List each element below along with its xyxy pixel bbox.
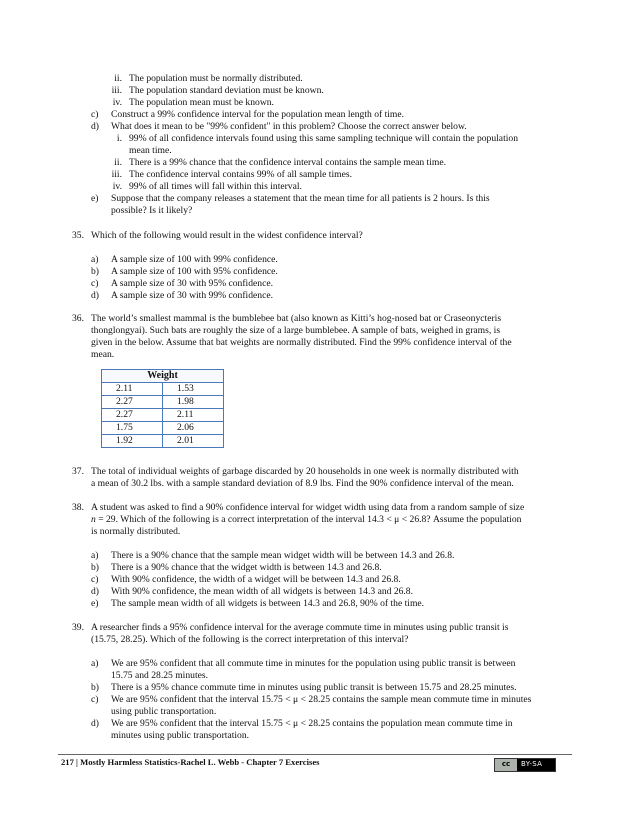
question-text: A researcher finds a 95% confidence interval for the average commute time in minutes using public transit is xyxy=(91,622,509,633)
question-text: The total of individual weights of garbage discarded by 20 households in one week is normally distributed with xyxy=(91,466,519,477)
option-text: We are 95% confident that the interval 15.75 < μ < 28.25 contains the sample mean commute time in minutes xyxy=(111,694,532,705)
table-row xyxy=(102,435,224,448)
option-text: A sample size of 30 with 99% confidence. xyxy=(111,290,273,301)
table-cell: 2.01 xyxy=(163,435,224,448)
option-label: iii. xyxy=(111,169,122,180)
question-number: 35. xyxy=(72,230,84,241)
part-c-label: c) xyxy=(91,109,99,120)
list-label: iii. xyxy=(111,85,122,96)
option-text: using public transportation. xyxy=(111,706,217,717)
variable-n: n xyxy=(91,514,96,525)
list-label: iv. xyxy=(112,97,122,108)
table-row xyxy=(102,383,224,396)
list-label: ii. xyxy=(114,73,122,84)
question-text: mean. xyxy=(91,349,115,360)
table-cell: 1.53 xyxy=(163,383,224,396)
option-text: We are 95% confident that the interval 15.75 < μ < 28.25 contains the population mean commute time in xyxy=(111,718,513,729)
option-text: 15.75 and 28.25 minutes. xyxy=(111,670,208,681)
part-d-text: What does it mean to be "99% confident" in this problem? Choose the correct answer below. xyxy=(111,121,467,132)
table-cell: 1.92 xyxy=(102,435,163,448)
option-label: b) xyxy=(91,266,99,277)
table-cell: 2.27 xyxy=(102,409,163,422)
question-number: 37. xyxy=(72,466,84,477)
table-cell: 2.06 xyxy=(163,422,224,435)
option-text: 99% of all confidence intervals found using this same sampling technique will contain the population xyxy=(129,133,518,144)
table-row xyxy=(102,422,224,435)
option-text: minutes using public transportation. xyxy=(111,730,250,741)
option-label: e) xyxy=(91,598,99,609)
option-text: With 90% confidence, the mean width of all widgets is between 14.3 and 26.8. xyxy=(111,586,414,597)
question-text: thonglongyai). Such bats are roughly the size of a large bumblebee. A sample of bats, weighed in grams, is xyxy=(91,325,501,336)
option-label: i. xyxy=(116,133,122,144)
option-label: d) xyxy=(91,586,99,597)
table-cell: 1.98 xyxy=(163,396,224,409)
question-text: (15.75, 28.25). Which of the following is the correct interpretation of this interval? xyxy=(91,634,409,645)
question-text xyxy=(91,514,521,526)
option-text: There is a 90% chance that the sample mean widget width will be between 14.3 and 26.8. xyxy=(111,550,455,561)
question-number: 39. xyxy=(72,622,84,633)
cc-icon: cc xyxy=(495,759,517,771)
table-cell: 1.75 xyxy=(102,422,163,435)
cc-license-badge[interactable] xyxy=(494,758,556,772)
question-number: 38. xyxy=(72,502,84,513)
option-label: a) xyxy=(91,550,99,561)
option-text: There is a 95% chance commute time in minutes using public transit is between 15.75 and 28.25 minutes. xyxy=(111,682,517,693)
list-text: The population mean must be known. xyxy=(129,97,274,108)
part-d-label: d) xyxy=(91,121,99,132)
option-label: a) xyxy=(91,254,99,265)
page-footer: 217 | Mostly Harmless Statistics-Rachel L. Webb - Chapter 7 Exercises xyxy=(61,757,320,767)
table-cell: 2.11 xyxy=(163,409,224,422)
question-text: given in the below. Assume that bat weights are normally distributed. Find the 99% confidence interval of the xyxy=(91,337,512,348)
option-label: d) xyxy=(91,290,99,301)
question-text: The world’s smallest mammal is the bumblebee bat (also known as Kitti’s hog-nosed bat or Craseonycteris xyxy=(91,313,502,324)
option-label: ii. xyxy=(114,157,122,168)
table-row xyxy=(102,396,224,409)
table-cell: 2.11 xyxy=(102,383,163,396)
option-text: mean time. xyxy=(129,145,172,156)
option-text: The sample mean width of all widgets is between 14.3 and 26.8, 90% of the time. xyxy=(111,598,425,609)
part-c-text: Construct a 99% confidence interval for the population mean length of time. xyxy=(111,109,405,120)
option-label: iv. xyxy=(112,181,122,192)
option-label: c) xyxy=(91,574,99,585)
option-text: The confidence interval contains 99% of all sample times. xyxy=(129,169,352,180)
question-text: Which of the following would result in the widest confidence interval? xyxy=(91,230,363,241)
option-label: d) xyxy=(91,718,99,729)
table-row xyxy=(102,409,224,422)
option-label: c) xyxy=(91,278,99,289)
license-text: BY-SA xyxy=(521,760,543,769)
footer-divider xyxy=(58,754,572,755)
question-text-rest: = 29. Which of the following is a correct interpretation of the interval 14.3 < μ < 26.8? Assume the population xyxy=(95,514,522,525)
option-text: A sample size of 100 with 99% confidence. xyxy=(111,254,278,265)
option-label: b) xyxy=(91,562,99,573)
table-cell: 2.27 xyxy=(102,396,163,409)
list-text: The population standard deviation must be known. xyxy=(129,85,324,96)
part-e-label: e) xyxy=(91,193,99,204)
option-text: We are 95% confident that all commute time in minutes for the population using public transit is between xyxy=(111,658,516,669)
option-label: c) xyxy=(91,694,99,705)
option-text: There is a 90% chance that the widget width is between 14.3 and 26.8. xyxy=(111,562,382,573)
option-text: With 90% confidence, the width of a widget will be between 14.3 and 26.8. xyxy=(111,574,401,585)
table-header: Weight xyxy=(102,370,224,383)
part-e-text: Suppose that the company releases a statement that the mean time for all patients is 2 hours. Is this xyxy=(111,193,490,204)
part-e-text: possible? Is it likely? xyxy=(111,205,193,216)
question-text: A student was asked to find a 90% confidence interval for widget width using data from a random sample of size xyxy=(91,502,525,513)
option-text: A sample size of 30 with 95% confidence. xyxy=(111,278,273,289)
list-text: The population must be normally distributed. xyxy=(129,73,303,84)
option-label: b) xyxy=(91,682,99,693)
weight-table xyxy=(101,369,224,448)
question-number: 36. xyxy=(72,313,84,324)
option-label: a) xyxy=(91,658,99,669)
option-text: 99% of all times will fall within this interval. xyxy=(129,181,302,192)
question-text: a mean of 30.2 lbs. with a sample standard deviation of 8.9 lbs. Find the 90% confidence interval of the mean. xyxy=(91,478,514,489)
option-text: There is a 99% chance that the confidence interval contains the sample mean time. xyxy=(129,157,446,168)
option-text: A sample size of 100 with 95% confidence. xyxy=(111,266,278,277)
question-text: is normally distributed. xyxy=(91,526,181,537)
